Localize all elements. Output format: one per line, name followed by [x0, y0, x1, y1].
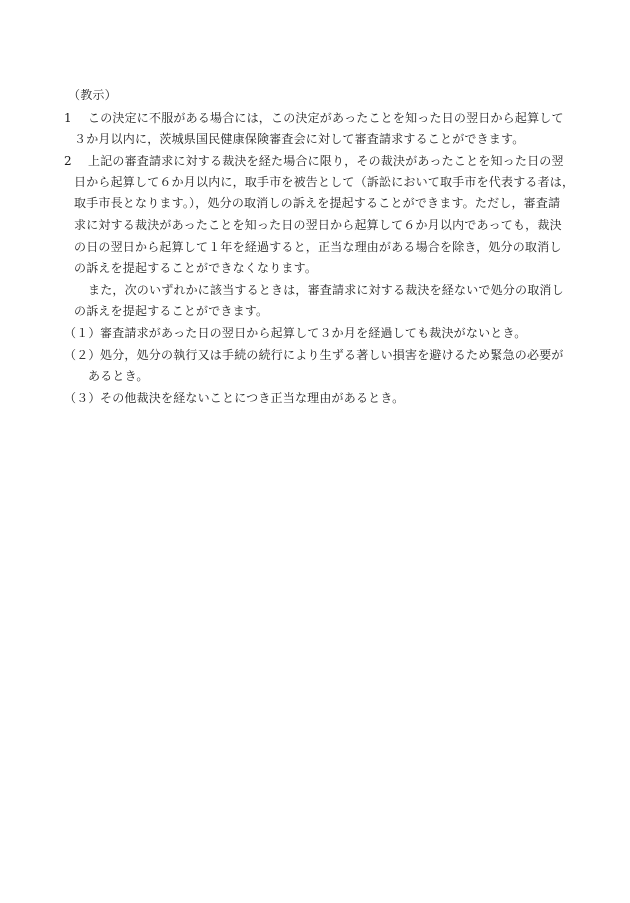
item-line: 取手市長となります。），処分の取消しの訴えを提起することができます。ただし，審査請 [74, 196, 561, 210]
item-line: ３か月以内に，茨城県国民健康保険審査会に対して審査請求することができます。 [74, 132, 525, 146]
condition-number: （２） [64, 348, 101, 362]
condition-line: あるとき。 [88, 369, 149, 383]
condition-line: その他裁決を経ないことにつき正当な理由があるとき。 [100, 391, 405, 405]
item-line: の訴えを提起することができなくなります。 [74, 261, 318, 275]
condition-number: （３） [64, 391, 101, 405]
item-line: 求に対する裁決があったことを知った日の翌日から起算して６か月以内であっても，裁決 [74, 218, 562, 232]
condition-line: 処分，処分の執行又は手続の続行により生ずる著しい損害を避けるため緊急の必要が [100, 348, 564, 362]
heading: （教示） [68, 88, 117, 102]
item-line: また，次のいずれかに該当するときは，審査請求に対する裁決を経ないで処分の取消し [88, 283, 564, 297]
condition-line: 審査請求があった日の翌日から起算して３か月を経過しても裁決がないとき。 [100, 326, 527, 340]
item-line: この決定に不服がある場合には，この決定があったことを知った日の翌日から起算して [88, 111, 564, 125]
item-number: 1 [64, 111, 72, 125]
item-line: 上記の審査請求に対する裁決を経た場合に限り，その裁決があったことを知った日の翌 [88, 154, 564, 168]
item-line: 日から起算して６か月以内に，取手市を被告として（訴訟において取手市を代表する者は， [74, 175, 575, 189]
condition-number: （１） [64, 326, 101, 340]
item-number: 2 [64, 154, 72, 168]
item-line: の訴えを提起することができます。 [74, 304, 269, 318]
item-line: の日の翌日から起算して１年を経過すると，正当な理由がある場合を除き，処分の取消し [74, 240, 562, 254]
